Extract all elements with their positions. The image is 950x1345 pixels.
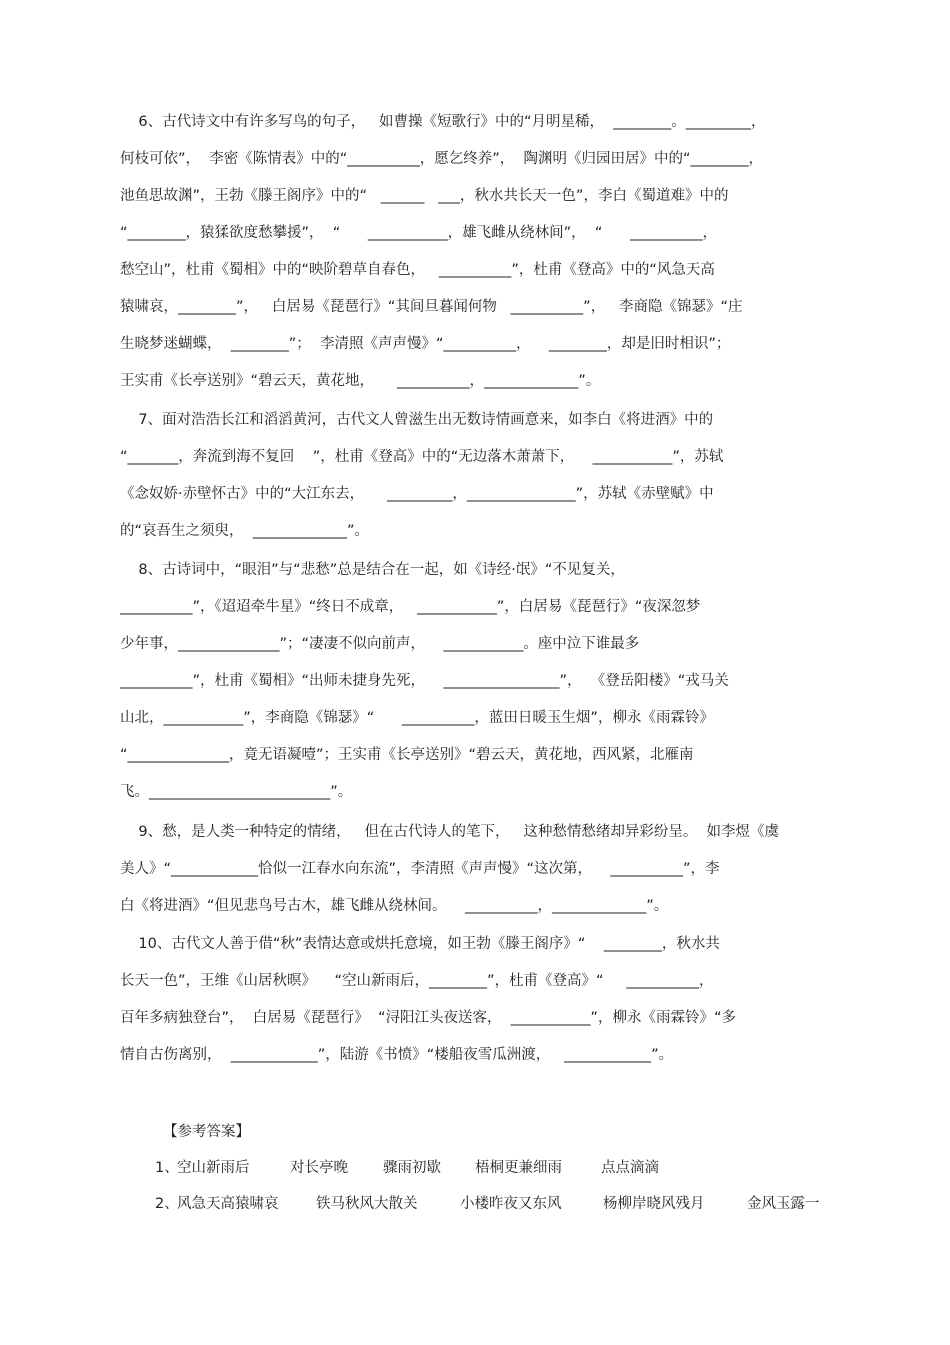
text-line: “_______，奔流到海不复回 ”，杜甫《登高》中的“无边落木萧萧下， ___________”，苏轼: [120, 449, 724, 465]
answer-number: 2、: [155, 1196, 179, 1212]
text-line: __________”，《迢迢牵牛星》“终日不成章， ___________”，白居易《琵琶行》“夜深忽梦: [120, 599, 701, 615]
text-line: 少年事，______________”；“凄凄不似向前声， ___________。座中泣下谁最多: [120, 636, 640, 652]
text-line: 《念奴娇·赤壁怀古》中的“大江东去， _________，_______________”，苏轼《赤壁赋》中: [120, 486, 714, 502]
answers-title: 【参考答案】: [163, 1124, 250, 1140]
answer-number: 1、: [155, 1160, 179, 1176]
answer-item: 空山新雨后: [177, 1160, 250, 1176]
text-line: 何枝可依”， 李密《陈情表》中的“__________，愿乞终养”， 陶渊明《归园田居》中的“________，: [120, 151, 763, 167]
text-line: 愁空山”，杜甫《蜀相》中的“映阶碧草自春色， __________”，杜甫《登高》中的“风急天高: [120, 262, 715, 278]
text-line: 9、愁，是人类一种特定的情绪， 但在古代诗人的笔下， 这种愁情愁绪却异彩纷呈。 如李煜《虞: [120, 824, 780, 840]
answer-row: [155, 1187, 845, 1221]
text-line: 8、古诗词中，“眼泪”与“悲愁”总是结合在一起，如《诗经·氓》“不见复关，: [120, 562, 625, 578]
question-10: [120, 926, 830, 1074]
question-6: [120, 104, 830, 400]
question-7: [120, 402, 830, 550]
text-line: 7、面对浩浩长江和滔滔黄河，古代文人曾滋生出无数诗情画意来，如李白《将进酒》中的: [120, 412, 714, 428]
question-9: [120, 814, 830, 925]
text-line: 百年多病独登台”， 白居易《琵琶行》 “浔阳江头夜送客， ___________”，柳永《雨霖铃》“多: [120, 1010, 736, 1026]
text-line: 猿啸哀，________”， 白居易《琵琶行》“其间旦暮闻何物 __________”， 李商隐《锦瑟》“庄: [120, 299, 743, 315]
text-line: 王实甫《长亭送别》“碧云天，黄花地， __________，_____________”。: [120, 373, 601, 389]
answer-item: 铁马秋风大散关: [316, 1196, 418, 1212]
text-line: 山北，___________”，李商隐《锦瑟》“ __________，蓝田日暖玉生烟”，柳永《雨霖铃》: [120, 710, 714, 726]
answer-row: [155, 1151, 845, 1185]
answer-item: 小楼昨夜又东风: [460, 1196, 562, 1212]
text-line: 生晓梦迷蝴蝶， ________”； 李清照《声声慢》“__________， ________，却是旧时相识”；: [120, 336, 731, 352]
text-line: 飞。_________________________”。: [120, 784, 353, 800]
answer-item: 对长亭晚: [290, 1160, 348, 1176]
answer-item: 风急天高猿啸哀: [177, 1196, 279, 1212]
answer-item: 杨柳岸晓风残月: [603, 1196, 705, 1212]
answer-item: 点点滴滴: [601, 1160, 659, 1176]
text-line: 情自古伤离别， ____________”，陆游《书愤》“楼船夜雪瓜洲渡， ____________”。: [120, 1047, 674, 1063]
text-line: __________”，杜甫《蜀相》“出师未捷身先死， ________________”， 《登岳阳楼》“戎马关: [120, 673, 729, 689]
text-line: 的“哀吾生之须臾， _____________”。: [120, 523, 369, 539]
text-line: 白《将进酒》“但见悲鸟号古木，雄飞雌从绕林间。 __________，_____________”。: [120, 898, 669, 914]
question-8: [120, 552, 830, 811]
answer-item: 骤雨初歇: [383, 1160, 441, 1176]
answer-item: 梧桐更兼细雨: [475, 1160, 562, 1176]
text-line: 池鱼思故渊”，王勃《滕王阁序》中的“ ______ ___，秋水共长天一色”，李白《蜀道难》中的: [120, 188, 729, 204]
text-line: “______________，竟无语凝噎”；王实甫《长亭送别》“碧云天，黄花地，西风紧，北雁南: [120, 747, 694, 763]
text-line: 6、古代诗文中有许多写鸟的句子， 如曹操《短歌行》中的“月明星稀， ________。_________，: [120, 114, 766, 130]
text-line: 美人》“____________恰似一江春水向东流”，李清照《声声慢》“这次第， __________”，李: [120, 861, 720, 877]
text-line: 长天一色”，王维《山居秋暝》 “空山新雨后，________”，杜甫《登高》“ __________，: [120, 973, 714, 989]
text-line: “________，猿猱欲度愁攀援”， “ ___________，雄飞雌从绕林间”， “ __________，: [120, 225, 718, 241]
text-line: 10、古代文人善于借“秋”表情达意或烘托意境，如王勃《滕王阁序》“ ________，秋水共: [120, 936, 720, 952]
answer-item: 金风玉露一: [747, 1196, 820, 1212]
